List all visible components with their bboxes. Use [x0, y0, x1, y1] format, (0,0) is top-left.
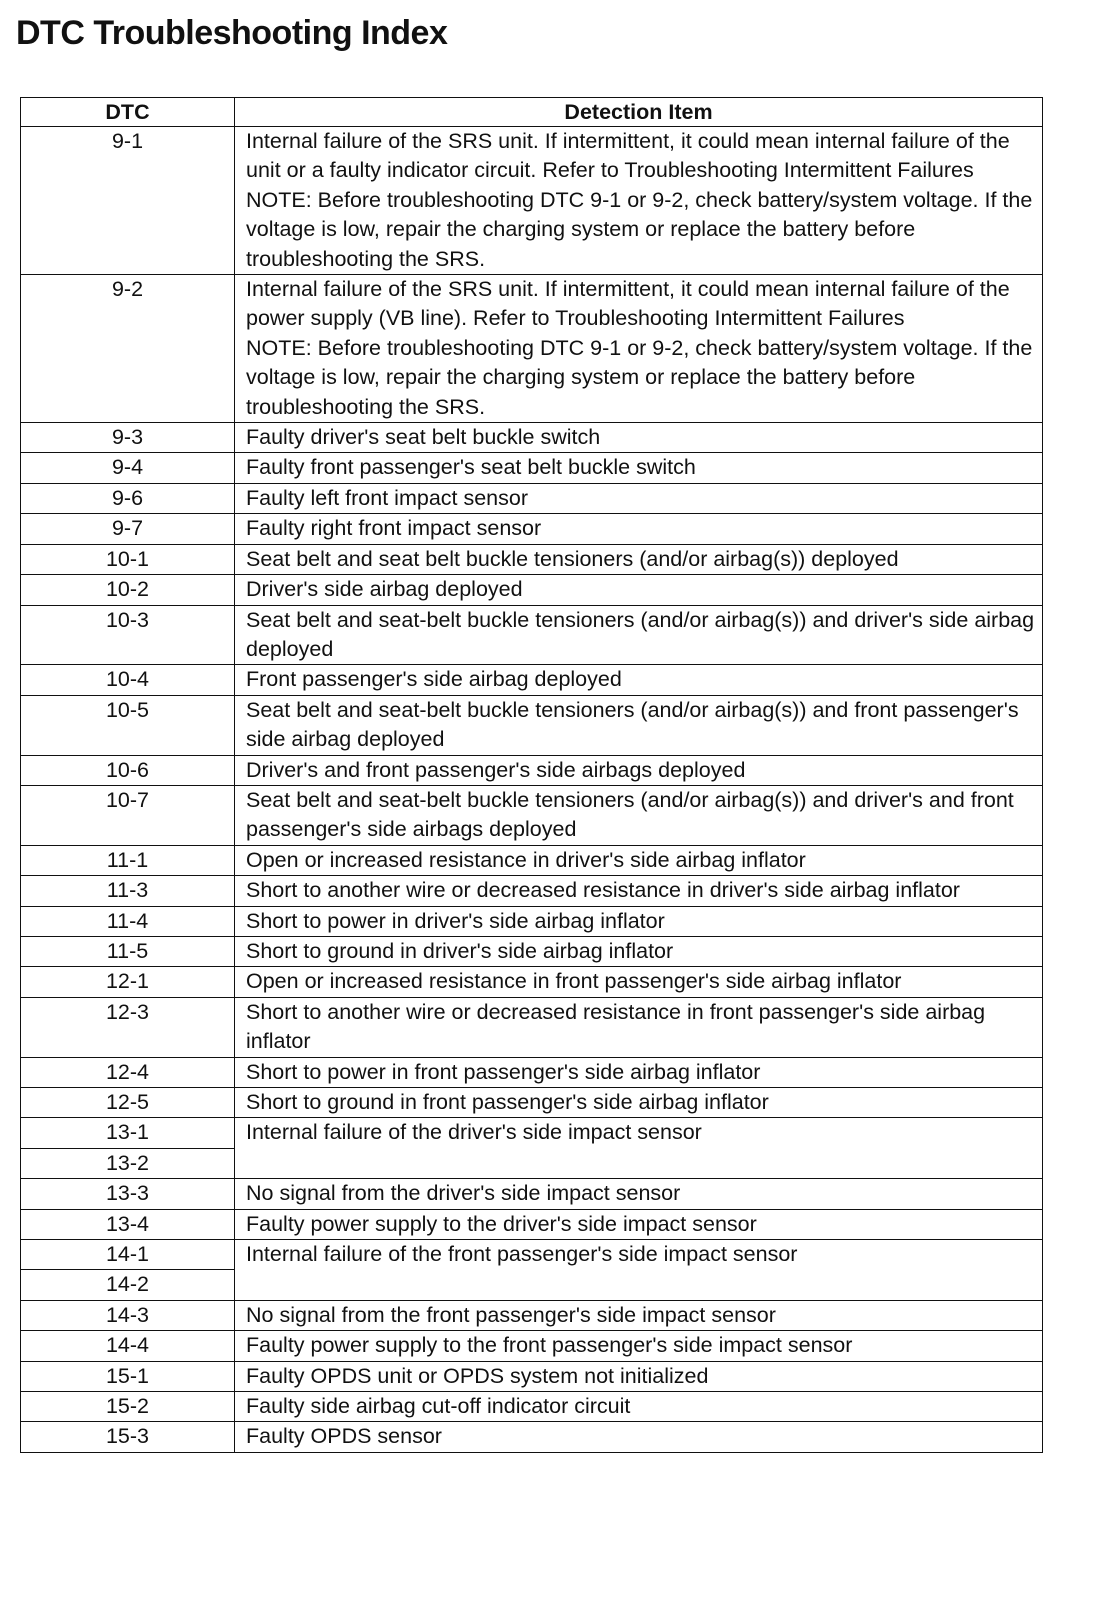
table-header-row [21, 98, 1043, 127]
dtc-code: 9-7 [21, 514, 235, 544]
detection-item [235, 845, 1043, 875]
detection-item-text: Front passenger's side airbag deployed [246, 667, 622, 692]
detection-item-text: Faulty OPDS sensor [246, 1424, 442, 1449]
detection-item-note: NOTE: Before troubleshooting DTC 9-1 or 9-2, check battery/system voltage. If the voltage is low, repair the charging system or replace the battery before troubleshooting the SRS. [246, 335, 1033, 419]
dtc-code: 12-3 [21, 997, 235, 1057]
dtc-code: 11-3 [21, 876, 235, 906]
detection-item [235, 997, 1043, 1057]
table-row [21, 1422, 1043, 1452]
detection-item-text: Short to another wire or decreased resistance in driver's side airbag inflator [246, 878, 960, 903]
detection-item [235, 1057, 1043, 1087]
table-row [21, 1361, 1043, 1391]
detection-item [235, 1118, 1043, 1179]
detection-item [235, 1392, 1043, 1422]
table-row [21, 845, 1043, 875]
detection-item-text: Short to ground in driver's side airbag inflator [246, 938, 674, 963]
detection-item-text: Faulty right front impact sensor [246, 516, 542, 541]
dtc-code: 13-1 [21, 1118, 235, 1148]
detection-item-text: Faulty left front impact sensor [246, 485, 528, 510]
detection-item-text: Short to another wire or decreased resistance in front passenger's side airbag inflator [246, 999, 986, 1054]
dtc-code: 9-2 [21, 275, 235, 423]
detection-item [235, 1209, 1043, 1239]
detection-item [235, 1240, 1043, 1301]
dtc-code: 12-4 [21, 1057, 235, 1087]
detection-item [235, 544, 1043, 574]
detection-item-text: Short to power in front passenger's side airbag inflator [246, 1059, 761, 1084]
dtc-code: 13-2 [21, 1148, 235, 1178]
detection-item-text: Internal failure of the SRS unit. If intermittent, it could mean internal failure of the unit or a faulty indicator circuit. Refer to Troubleshooting Intermittent Failures [246, 129, 1010, 183]
dtc-code: 13-4 [21, 1209, 235, 1239]
dtc-table [20, 97, 1043, 1453]
column-header-detection-item: Detection Item [235, 98, 1043, 127]
detection-item-text: No signal from the driver's side impact sensor [246, 1181, 681, 1206]
detection-item-text: Internal failure of the front passenger's side impact sensor [246, 1242, 798, 1267]
detection-item-note: NOTE: Before troubleshooting DTC 9-1 or 9-2, check battery/system voltage. If the voltage is low, repair the charging system or replace the battery before troubleshooting the SRS. [246, 187, 1033, 271]
detection-item [235, 967, 1043, 997]
detection-item [235, 275, 1043, 423]
table-row [21, 967, 1043, 997]
dtc-code: 14-3 [21, 1300, 235, 1330]
detection-item [235, 1331, 1043, 1361]
dtc-code: 12-1 [21, 967, 235, 997]
detection-item-text: Seat belt and seat-belt buckle tensioners (and/or airbag(s)) and front passenger's side airbag deployed [246, 697, 1019, 752]
table-row [21, 1240, 1043, 1270]
detection-item-text: Short to power in driver's side airbag inflator [246, 908, 665, 933]
detection-item-text: Driver's side airbag deployed [246, 577, 523, 602]
table-row [21, 127, 1043, 275]
table-row [21, 453, 1043, 483]
detection-item [235, 483, 1043, 513]
detection-item [235, 1422, 1043, 1452]
detection-item-text: Faulty front passenger's seat belt buckle switch [246, 455, 696, 480]
dtc-code: 11-1 [21, 845, 235, 875]
dtc-code: 13-3 [21, 1179, 235, 1209]
detection-item [235, 936, 1043, 966]
dtc-code: 11-4 [21, 906, 235, 936]
detection-item [235, 605, 1043, 665]
detection-item-text: Short to ground in front passenger's side airbag inflator [246, 1090, 769, 1114]
dtc-code: 12-5 [21, 1088, 235, 1118]
table-row [21, 997, 1043, 1057]
dtc-code: 15-1 [21, 1361, 235, 1391]
detection-item [235, 876, 1043, 906]
table-row [21, 1088, 1043, 1118]
table-row [21, 936, 1043, 966]
table-row [21, 695, 1043, 755]
table-row [21, 423, 1043, 453]
dtc-code: 15-3 [21, 1422, 235, 1452]
dtc-code: 10-5 [21, 695, 235, 755]
table-row [21, 1179, 1043, 1209]
detection-item-text: Seat belt and seat-belt buckle tensioners (and/or airbag(s)) and driver's side airbag deployed [246, 607, 1035, 661]
dtc-code: 9-4 [21, 453, 235, 483]
detection-item-text: Faulty power supply to the front passenger's side impact sensor [246, 1333, 853, 1358]
detection-item [235, 575, 1043, 605]
table-row [21, 755, 1043, 785]
table-row [21, 906, 1043, 936]
dtc-code: 10-1 [21, 544, 235, 574]
detection-item [235, 514, 1043, 544]
detection-item [235, 1088, 1043, 1118]
table-row [21, 1331, 1043, 1361]
detection-item-text: Open or increased resistance in driver's side airbag inflator [246, 847, 806, 872]
detection-item [235, 755, 1043, 785]
dtc-code: 9-3 [21, 423, 235, 453]
dtc-code: 15-2 [21, 1392, 235, 1422]
detection-item [235, 695, 1043, 755]
dtc-code: 9-1 [21, 127, 235, 275]
detection-item-text: Driver's and front passenger's side airbags deployed [246, 757, 746, 782]
detection-item-text: Open or increased resistance in front passenger's side airbag inflator [246, 969, 902, 994]
dtc-code: 10-2 [21, 575, 235, 605]
dtc-code: 10-6 [21, 755, 235, 785]
detection-item [235, 1179, 1043, 1209]
table-row [21, 605, 1043, 665]
table-row [21, 876, 1043, 906]
table-row [21, 575, 1043, 605]
table-row [21, 544, 1043, 574]
detection-item [235, 665, 1043, 695]
dtc-code: 11-5 [21, 936, 235, 966]
dtc-code: 10-4 [21, 665, 235, 695]
table-row [21, 665, 1043, 695]
detection-item [235, 1300, 1043, 1330]
detection-item-text: Faulty power supply to the driver's side impact sensor [246, 1211, 757, 1236]
dtc-code: 10-3 [21, 605, 235, 665]
detection-item-text: Seat belt and seat-belt buckle tensioners (and/or airbag(s)) and driver's and front passenger's side airbags deployed [246, 787, 1014, 842]
detection-item-text: Faulty side airbag cut-off indicator circuit [246, 1394, 631, 1419]
column-header-dtc: DTC [21, 98, 235, 127]
detection-item [235, 423, 1043, 453]
dtc-code: 14-1 [21, 1240, 235, 1270]
table-row [21, 1209, 1043, 1239]
table-row [21, 1057, 1043, 1087]
table-row [21, 1118, 1043, 1148]
table-row [21, 275, 1043, 423]
detection-item-text: Faulty driver's seat belt buckle switch [246, 425, 601, 450]
table-row [21, 514, 1043, 544]
detection-item-text: No signal from the front passenger's side impact sensor [246, 1302, 776, 1327]
table-row [21, 483, 1043, 513]
detection-item [235, 906, 1043, 936]
dtc-code: 10-7 [21, 785, 235, 845]
detection-item-text: Internal failure of the SRS unit. If intermittent, it could mean internal failure of the power supply (VB line). Refer to Troubleshooting Intermittent Failures [246, 277, 1010, 331]
table-row [21, 1392, 1043, 1422]
detection-item-text: Faulty OPDS unit or OPDS system not initialized [246, 1363, 709, 1388]
detection-item [235, 1361, 1043, 1391]
page-title: DTC Troubleshooting Index [16, 14, 448, 52]
table-row [21, 785, 1043, 845]
detection-item [235, 785, 1043, 845]
detection-item [235, 127, 1043, 275]
detection-item [235, 453, 1043, 483]
detection-item-text: Internal failure of the driver's side impact sensor [246, 1120, 702, 1145]
table-row [21, 1300, 1043, 1330]
detection-item-text: Seat belt and seat belt buckle tensioners (and/or airbag(s)) deployed [246, 546, 899, 571]
dtc-code: 14-2 [21, 1270, 235, 1300]
dtc-code: 14-4 [21, 1331, 235, 1361]
dtc-code: 9-6 [21, 483, 235, 513]
